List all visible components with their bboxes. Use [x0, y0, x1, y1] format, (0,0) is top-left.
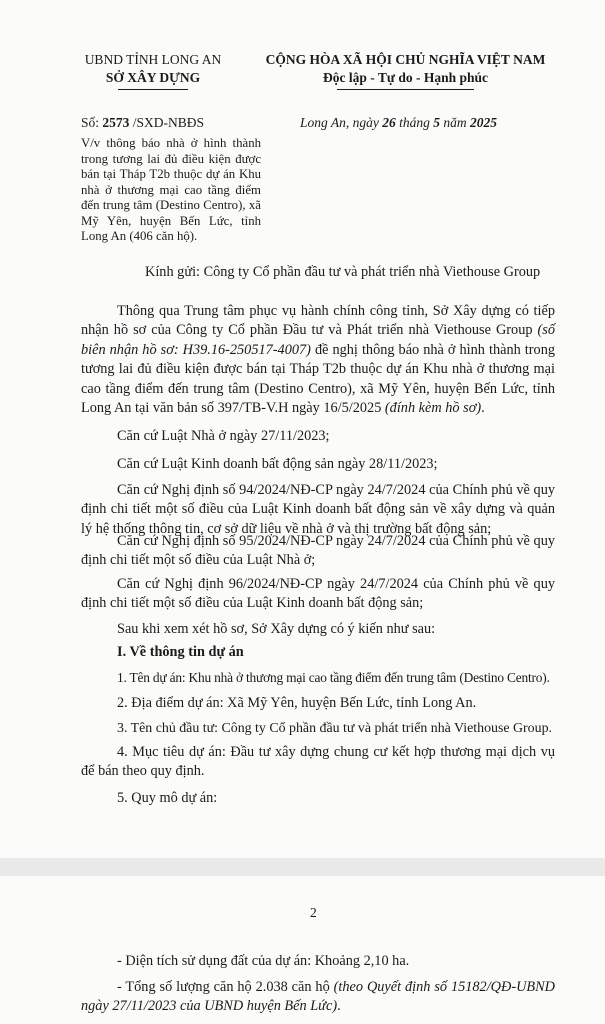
place-date: Long An, ngày 26 tháng 5 năm 2025	[300, 115, 498, 130]
agency-name: SỞ XÂY DỰNG	[105, 70, 201, 85]
agency-parent: UBND TỈNH LONG AN	[84, 52, 222, 67]
legal-basis: Căn cứ Nghị định 96/2024/NĐ-CP ngày 24/7/2024 của Chính phủ về quy định chi tiết một số điều của Luật Kinh doanh bất động sản;	[81, 576, 555, 612]
motto-underline	[337, 89, 474, 90]
recipient: Kính gửi: Công ty Cổ phần đầu tư và phát triển nhà Viethouse Group	[145, 264, 541, 280]
unit-count: - Tổng số lượng căn hộ 2.038 căn hộ (theo Quyết định số 15182/QĐ-UBND ngày 27/11/2023 của UBND huyện Bến Lức).	[81, 979, 555, 1015]
project-item: 1. Tên dự án: Khu nhà ở thương mại cao tầng điểm đến trung tâm (Destino Centro).	[117, 670, 550, 685]
document-subject: V/v thông báo nhà ở hình thành trong tương lai đủ điều kiện được bán tại Tháp T2b thuộc dự án Khu nhà ở thương mại cao tầng điểm đến trung tâm (Destino Centro), xã Mỹ Yên, huyện Bến Lức, tỉnh Long An (406 căn hộ).	[81, 136, 261, 243]
legal-basis: Căn cứ Nghị định số 94/2024/NĐ-CP ngày 24/7/2024 của Chính phủ về quy định chi tiết một số điều của Luật Kinh doanh bất động sản về xây dựng và quản lý hệ thống thông tin, cơ sở dữ liệu về nhà ở và thị trường bất động sản;	[81, 482, 555, 537]
agency-underline	[118, 89, 188, 90]
legal-basis: Căn cứ Luật Nhà ở ngày 27/11/2023;	[117, 428, 330, 444]
document-page-2	[0, 876, 605, 1024]
national-motto: Độc lập - Tự do - Hạnh phúc	[322, 70, 489, 85]
project-item: 5. Quy mô dự án:	[117, 790, 218, 806]
review-statement: Sau khi xem xét hồ sơ, Sở Xây dựng có ý kiến như sau:	[117, 621, 436, 637]
document-number: Số: 2573 /SXD-NBĐS	[81, 115, 205, 130]
land-area: - Diện tích sử dụng đất của dự án: Khoảng 2,10 ha.	[117, 953, 410, 969]
page-number: 2	[310, 905, 317, 920]
intro-paragraph: Thông qua Trung tâm phục vụ hành chính công tỉnh, Sở Xây dựng có tiếp nhận hồ sơ của Công ty Cổ phần Đầu tư và Phát triển nhà Viethouse Group (số biên nhận hồ sơ: H39.16-250517-4007) đề nghị thông báo nhà ở hình thành trong tương lai đủ điều kiện được bán tại Tháp T2b thuộc dự án Khu nhà ở thương mại cao tầng điểm đến trung tâm (Destino Centro), xã Mỹ Yên, huyện Bến Lức, tỉnh Long An tại văn bản số 397/TB-V.H ngày 16/5/2025 (đính kèm hồ sơ).	[81, 303, 555, 417]
national-title: CỘNG HÒA XÃ HỘI CHỦ NGHĨA VIỆT NAM	[265, 52, 546, 67]
project-item: 4. Mục tiêu dự án: Đầu tư xây dựng chung cư kết hợp thương mại dịch vụ để bán theo quy định.	[81, 744, 555, 780]
legal-basis: Căn cứ Luật Kinh doanh bất động sản ngày 28/11/2023;	[117, 456, 438, 472]
section-heading: I. Về thông tin dự án	[117, 644, 244, 660]
project-item: 2. Địa điểm dự án: Xã Mỹ Yên, huyện Bến Lức, tỉnh Long An.	[117, 695, 477, 711]
legal-basis: Căn cứ Nghị định số 95/2024/NĐ-CP ngày 24/7/2024 của Chính phủ về quy định chi tiết một số điều của Luật Nhà ở;	[81, 533, 555, 569]
project-item: 3. Tên chủ đầu tư: Công ty Cổ phần đầu tư và phát triển nhà Viethouse Group.	[117, 721, 552, 736]
